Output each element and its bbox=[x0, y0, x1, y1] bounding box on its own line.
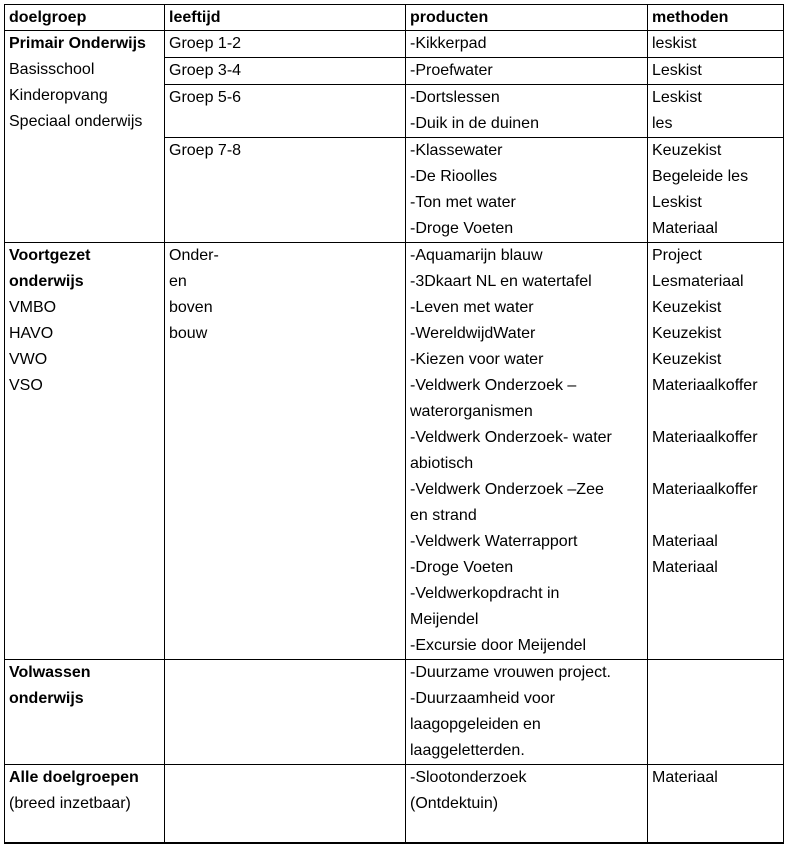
methode-text: Materiaal bbox=[652, 769, 718, 786]
methoden-cell bbox=[648, 660, 784, 765]
methode-text: Materiaal bbox=[652, 220, 718, 237]
leeftijd-cell bbox=[165, 85, 406, 138]
table-row bbox=[5, 660, 784, 765]
header-leeftijd: leeftijd bbox=[165, 5, 406, 31]
producten-cell bbox=[406, 765, 648, 843]
producten-cell bbox=[406, 31, 648, 58]
product-text: -Kiezen voor water bbox=[410, 351, 544, 368]
doelgroep-title: Primair Onderwijs bbox=[9, 35, 146, 52]
producten-cell bbox=[406, 138, 648, 243]
doelgroep-alle-cell bbox=[5, 765, 165, 843]
product-text: -Kikkerpad bbox=[410, 35, 487, 52]
product-text: -Leven met water bbox=[410, 299, 534, 316]
education-table bbox=[4, 4, 784, 844]
table-row bbox=[5, 243, 784, 660]
product-text: -Dortslessen bbox=[410, 89, 500, 106]
producten-cell bbox=[406, 243, 648, 660]
leeftijd-cell bbox=[165, 660, 406, 765]
methode-text: Materiaal bbox=[652, 559, 718, 576]
methode-text: Keuzekist bbox=[652, 351, 722, 368]
leeftijd-text: Groep 1-2 bbox=[169, 35, 242, 52]
methoden-cell bbox=[648, 138, 784, 243]
product-text: -Duik in de duinen bbox=[410, 115, 539, 132]
table-row bbox=[5, 765, 784, 843]
methode-text: Keuzekist bbox=[652, 325, 722, 342]
doelgroep-title: onderwijs bbox=[9, 273, 84, 290]
methode-text bbox=[652, 503, 779, 529]
header-methoden: methoden bbox=[648, 5, 784, 31]
methoden-cell bbox=[648, 243, 784, 660]
product-text: Meijendel bbox=[410, 611, 479, 628]
doelgroep-primair-cell bbox=[5, 31, 165, 243]
header-row bbox=[5, 5, 784, 31]
methode-text: Leskist bbox=[652, 194, 702, 211]
doelgroep-sub: Kinderopvang bbox=[9, 87, 108, 104]
leeftijd-text: Groep 5-6 bbox=[169, 89, 242, 106]
product-text: -Droge Voeten bbox=[410, 220, 514, 237]
leeftijd-text: Groep 7-8 bbox=[169, 142, 242, 159]
doelgroep-title: Voortgezet bbox=[9, 247, 91, 264]
methode-text: Materiaal bbox=[652, 533, 718, 550]
product-text: -Duurzame vrouwen project. bbox=[410, 664, 611, 681]
methode-text: Keuzekist bbox=[652, 142, 722, 159]
product-text: -3Dkaart NL en watertafel bbox=[410, 273, 592, 290]
doelgroep-sub: VWO bbox=[9, 351, 48, 368]
product-text: -Duurzaamheid voor bbox=[410, 690, 555, 707]
leeftijd-text: en bbox=[169, 273, 187, 290]
header-producten: producten bbox=[406, 5, 648, 31]
methode-text: Project bbox=[652, 247, 702, 264]
product-text: laaggeletterden. bbox=[410, 742, 525, 759]
product-text: laagopgeleiden en bbox=[410, 716, 541, 733]
leeftijd-text: bouw bbox=[169, 325, 208, 342]
doelgroep-sub: VMBO bbox=[9, 299, 57, 316]
methoden-cell bbox=[648, 58, 784, 85]
doelgroep-sub: (breed inzetbaar) bbox=[9, 795, 131, 812]
product-text: abiotisch bbox=[410, 455, 474, 472]
methode-text: Materiaalkoffer bbox=[652, 429, 758, 446]
product-text: -Slootonderzoek bbox=[410, 769, 527, 786]
doelgroep-sub: Basisschool bbox=[9, 61, 95, 78]
doelgroep-sub: HAVO bbox=[9, 325, 54, 342]
leeftijd-cell bbox=[165, 765, 406, 843]
product-text: -WereldwijdWater bbox=[410, 325, 536, 342]
methode-text: leskist bbox=[652, 35, 697, 52]
leeftijd-cell bbox=[165, 58, 406, 85]
product-text: -Ton met water bbox=[410, 194, 516, 211]
leeftijd-text: boven bbox=[169, 299, 213, 316]
doelgroep-sub: Speciaal onderwijs bbox=[9, 113, 143, 130]
methode-text: Materiaalkoffer bbox=[652, 481, 758, 498]
doelgroep-sub: VSO bbox=[9, 377, 43, 394]
product-text: -Excursie door Meijendel bbox=[410, 637, 587, 654]
producten-cell bbox=[406, 660, 648, 765]
product-text: -Klassewater bbox=[410, 142, 503, 159]
leeftijd-cell bbox=[165, 243, 406, 660]
header-doelgroep: doelgroep bbox=[5, 5, 165, 31]
doelgroep-title: Alle doelgroepen bbox=[9, 769, 139, 786]
methode-text bbox=[652, 451, 779, 477]
product-text: (Ontdektuin) bbox=[410, 795, 499, 812]
product-text: -Veldwerk Onderzoek –Zee bbox=[410, 481, 604, 498]
methoden-cell bbox=[648, 765, 784, 843]
leeftijd-cell bbox=[165, 31, 406, 58]
doelgroep-title: onderwijs bbox=[9, 690, 84, 707]
leeftijd-text: Groep 3-4 bbox=[169, 62, 242, 79]
methoden-cell bbox=[648, 31, 784, 58]
methode-text: Keuzekist bbox=[652, 299, 722, 316]
product-text: -De Rioolles bbox=[410, 168, 498, 185]
methode-text: les bbox=[652, 115, 673, 132]
producten-cell bbox=[406, 58, 648, 85]
doelgroep-title: Volwassen bbox=[9, 664, 91, 681]
product-text: en strand bbox=[410, 507, 477, 524]
product-text: -Aquamarijn blauw bbox=[410, 247, 543, 264]
product-text: waterorganismen bbox=[410, 403, 533, 420]
methoden-cell bbox=[648, 85, 784, 138]
methode-text: Leskist bbox=[652, 62, 702, 79]
product-text: -Droge Voeten bbox=[410, 559, 514, 576]
doelgroep-volwassen-cell bbox=[5, 660, 165, 765]
methode-text bbox=[652, 399, 779, 425]
doelgroep-voortgezet-cell bbox=[5, 243, 165, 660]
product-text: -Veldwerk Waterrapport bbox=[410, 533, 578, 550]
product-text: -Proefwater bbox=[410, 62, 493, 79]
methode-text: Lesmateriaal bbox=[652, 273, 744, 290]
methode-text: Begeleide les bbox=[652, 168, 749, 185]
table-row bbox=[5, 31, 784, 58]
methode-text: Leskist bbox=[652, 89, 702, 106]
product-text: -Veldwerk Onderzoek- water bbox=[410, 429, 612, 446]
methode-text: Materiaalkoffer bbox=[652, 377, 758, 394]
product-text: -Veldwerkopdracht in bbox=[410, 585, 560, 602]
leeftijd-cell bbox=[165, 138, 406, 243]
producten-cell bbox=[406, 85, 648, 138]
leeftijd-text: Onder- bbox=[169, 247, 219, 264]
product-text: -Veldwerk Onderzoek – bbox=[410, 377, 577, 394]
